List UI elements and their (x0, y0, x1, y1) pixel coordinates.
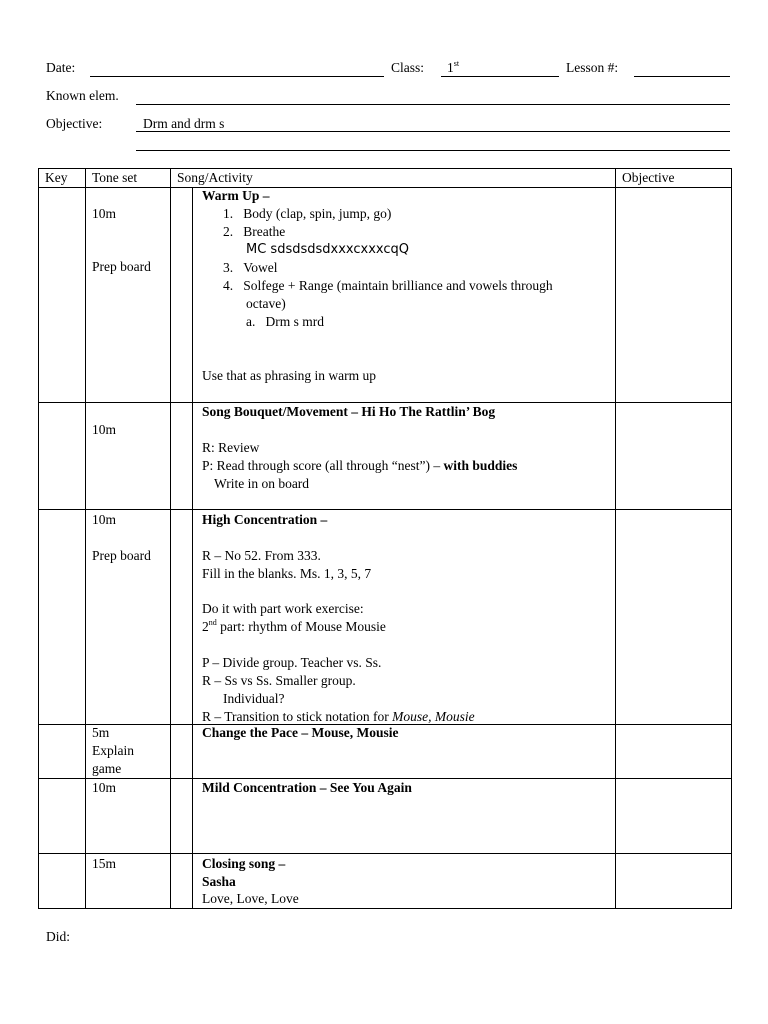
objective-field-line-2[interactable] (136, 150, 730, 151)
objective-label: Objective: (46, 116, 103, 131)
spacer-cell (171, 725, 193, 779)
key-cell[interactable] (39, 779, 86, 854)
date-label: Date: (46, 60, 76, 75)
activity-cell[interactable]: High Concentration – R – No 52. From 333. Fill in the blanks. Ms. 1, 3, 5, 7 Do it with part work exercise: 2nd part: rhythm of Mouse Mousie P – Divide group. Teacher vs. Ss. R – Ss vs Ss. Smaller group. Individual? R – Transition to stick notation for Mouse, Mousie (193, 510, 616, 725)
table-row (39, 188, 732, 403)
lesson-label: Lesson #: (566, 60, 619, 75)
spacer-cell (171, 854, 193, 909)
tone-set-cell[interactable]: 15m (86, 854, 171, 909)
date-field[interactable] (90, 76, 384, 77)
activity-cell[interactable]: Song Bouquet/Movement – Hi Ho The Rattlin’ Bog R: Review P: Read through score (all through “nest”) – with buddies Write in on board (193, 403, 616, 510)
lesson-field[interactable] (634, 76, 730, 77)
objective-cell[interactable] (616, 510, 732, 725)
table-row (39, 854, 732, 909)
objective-cell[interactable] (616, 725, 732, 779)
activity-cell[interactable]: Mild Concentration – See You Again (193, 779, 616, 854)
known-elements-field[interactable] (136, 104, 730, 105)
header-key: Key (39, 169, 86, 188)
tone-set-cell[interactable]: 10m (86, 403, 171, 510)
table-row (39, 510, 732, 725)
key-cell[interactable] (39, 854, 86, 909)
activity-cell[interactable]: Closing song – Sasha Love, Love, Love (193, 854, 616, 909)
key-cell[interactable] (39, 510, 86, 725)
objective-cell[interactable] (616, 403, 732, 510)
lesson-plan-table (38, 168, 732, 909)
table-row (39, 403, 732, 510)
tone-set-cell[interactable]: 10m Prep board (86, 188, 171, 403)
key-cell[interactable] (39, 725, 86, 779)
did-label: Did: (46, 929, 71, 944)
key-cell[interactable] (39, 188, 86, 403)
activity-cell[interactable]: Change the Pace – Mouse, Mousie (193, 725, 616, 779)
spacer-cell (171, 779, 193, 854)
objective-cell[interactable] (616, 779, 732, 854)
tone-set-cell[interactable]: 10m (86, 779, 171, 854)
known-elements-label: Known elem. (46, 88, 119, 103)
activity-cell[interactable]: Warm Up – 1. Body (clap, spin, jump, go) 2. Breathe MC sdsdsdsdxxxcxxxcqQ 3. Vowel 4. Solfege + Range (maintain brilliance and vowels through octave) a. Drm s mrd Use that as phrasing in warm up (193, 188, 616, 403)
table-header-row (39, 169, 732, 188)
spacer-cell (171, 188, 193, 403)
header-objective: Objective (616, 169, 732, 188)
spacer-cell (171, 403, 193, 510)
objective-field-line-1[interactable] (136, 131, 730, 132)
header-song-activity: Song/Activity (171, 169, 616, 188)
class-field[interactable] (441, 76, 559, 77)
tone-set-cell[interactable]: 10m Prep board (86, 510, 171, 725)
header-tone-set: Tone set (86, 169, 171, 188)
spacer-cell (171, 510, 193, 725)
table-row (39, 779, 732, 854)
tone-set-cell[interactable]: 5m Explain game (86, 725, 171, 779)
objective-cell[interactable] (616, 188, 732, 403)
key-cell[interactable] (39, 403, 86, 510)
class-label: Class: (391, 60, 425, 75)
class-value: 1st (447, 59, 460, 75)
table-row (39, 725, 732, 779)
objective-value: Drm and drm s (143, 116, 225, 131)
objective-cell[interactable] (616, 854, 732, 909)
